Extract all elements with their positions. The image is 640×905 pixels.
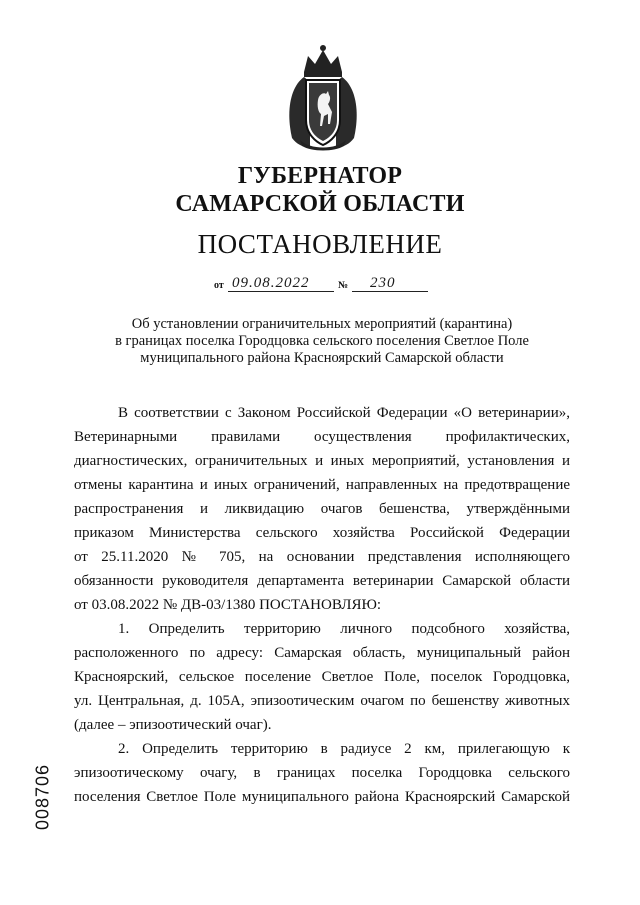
date-number-line	[0, 275, 640, 295]
clause-2-line: 2. Определить территорию в радиусе 2 км, прилегающую к	[118, 741, 570, 757]
governor-heading-line1: ГУБЕРНАТОР	[237, 163, 403, 189]
body-line: отмены карантина и иных ограничений, направленных на предотвращение	[74, 477, 570, 493]
clause-1-line: Красноярский, сельское поселение Светлое Поле, поселок Городцовка,	[74, 669, 570, 685]
body-line: распространения и ликвидацию очагов бешенства, утверждёнными	[74, 501, 570, 517]
date-label: от	[214, 280, 224, 291]
body-line: В соответствии с Законом Российской Федерации «О ветеринарии»,	[118, 405, 570, 421]
clause-1-line: расположенного по адресу: Самарская область, муниципальный район	[74, 645, 570, 661]
registration-number	[28, 765, 58, 829]
body-line: обязанности руководителя департамента ветеринарии Самарской области	[74, 573, 570, 589]
body-line: приказом Министерства сельского хозяйства Российской Федерации	[74, 525, 570, 541]
clause-1-line: ул. Центральная, д. 105А, эпизоотическим очагом по бешенству животных	[74, 693, 570, 709]
clause-2-line: поселения Светлое Поле муниципального района Красноярский Самарской	[74, 789, 570, 805]
number-label: №	[338, 280, 349, 291]
document-subject	[80, 316, 564, 367]
document-type-title: ПОСТАНОВЛЕНИЕ	[197, 229, 443, 259]
body-line: Ветеринарными правилами осуществления профилактических,	[74, 429, 570, 445]
number-value: 230	[370, 275, 396, 291]
subject-line: муниципального района Красноярский Самарской области	[140, 350, 504, 366]
clause-1-line: 1. Определить территорию личного подсобного хозяйства,	[118, 621, 570, 637]
subject-line: в границах поселка Городцовка сельского поселения Светлое Поле	[115, 333, 529, 349]
governor-heading-line2: САМАРСКОЙ ОБЛАСТИ	[175, 191, 465, 217]
date-value: 09.08.2022	[232, 275, 310, 291]
document-body	[74, 401, 570, 809]
samara-coat-of-arms-icon	[282, 42, 364, 152]
clause-1-line: (далее – эпизоотический очаг).	[74, 717, 272, 733]
body-line: от 03.08.2022 № ДВ-03/1380 ПОСТАНОВЛЯЮ:	[74, 597, 382, 613]
registration-number-text: 008706	[32, 763, 53, 831]
body-line: диагностических, ограничительных и иных мероприятий, установления и	[74, 453, 570, 469]
body-line: от 25.11.2020 № 705, на основании представления исполняющего	[74, 549, 570, 565]
subject-line: Об установлении ограничительных мероприятий (карантина)	[131, 316, 513, 332]
clause-2-line: эпизоотическому очагу, в границах поселка Городцовка сельского	[74, 765, 570, 781]
